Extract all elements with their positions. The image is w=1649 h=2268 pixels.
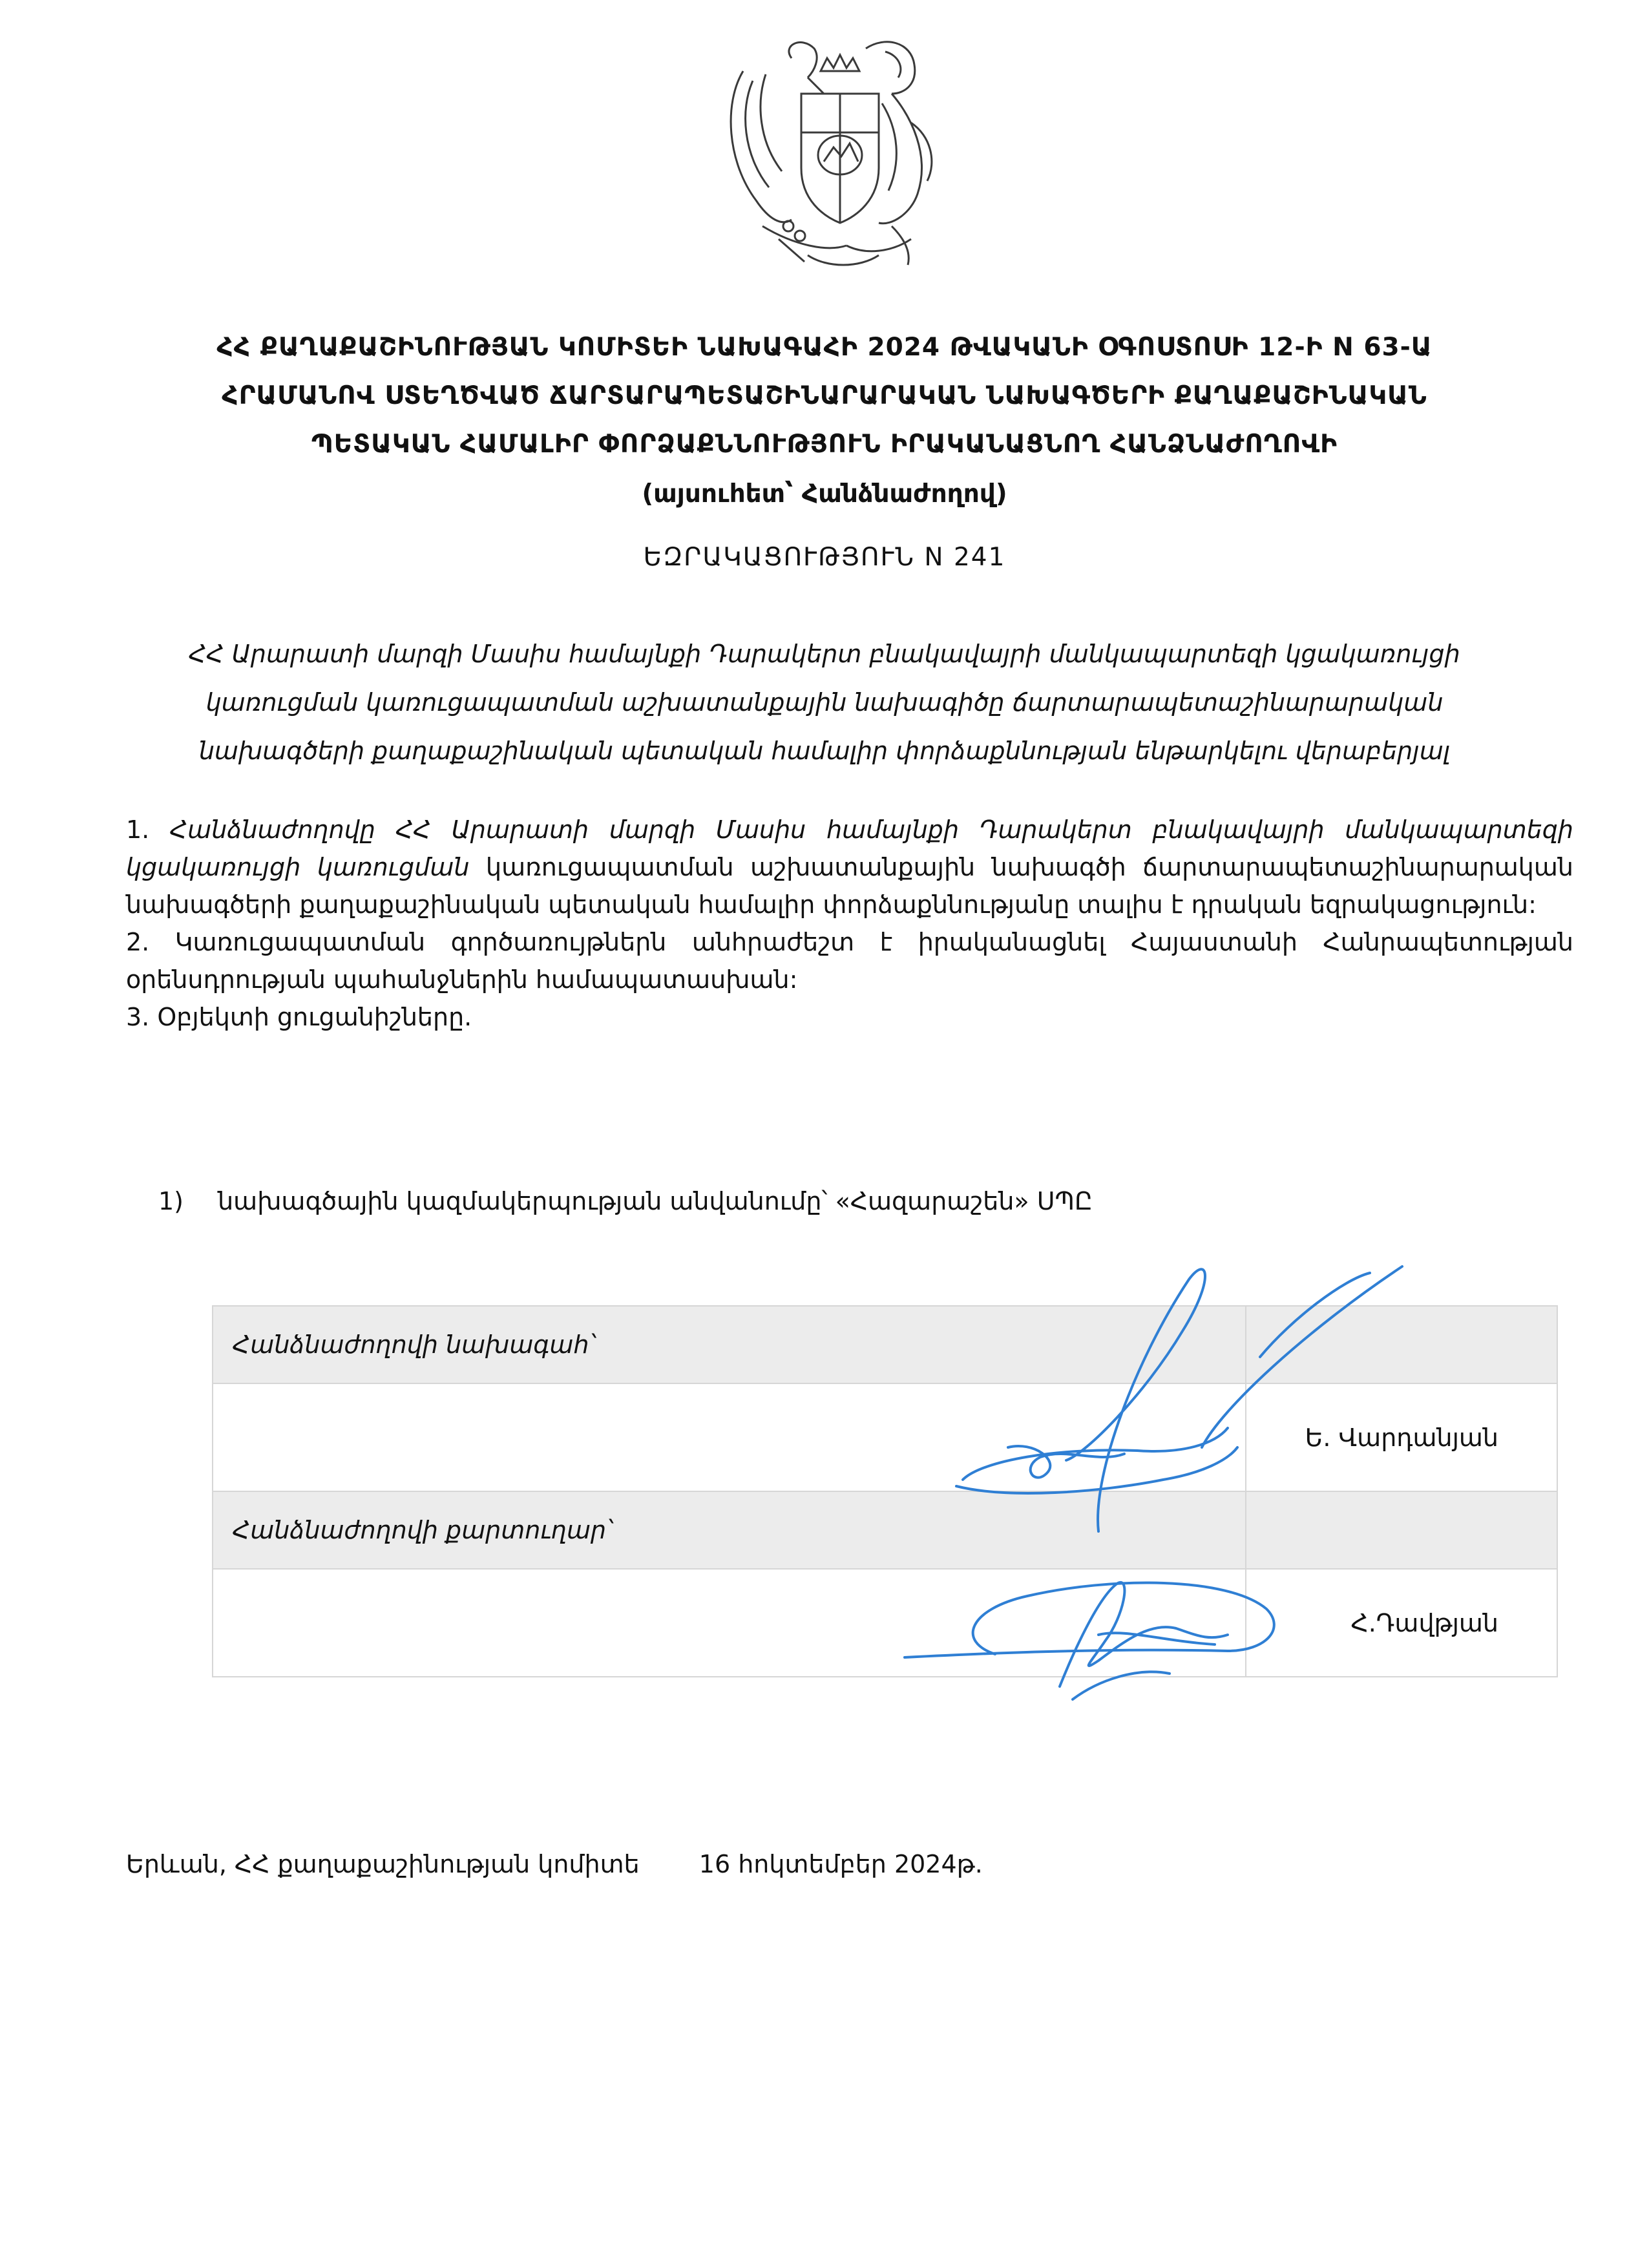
paragraph-1-text: կառուցապատման աշխատանքային նախագծի ճարտարապետաշինարարական նախագծերի քաղաքաշինական պետական համալիր փորձաքննությանը տալիս է դրական եզրակացություն: xyxy=(126,853,1573,919)
header-line: ՊԵՏԱԿԱՆ ՀԱՄԱԼԻՐ ՓՈՐՁԱՔՆՆՈՒԹՅՈՒՆ ԻՐԱԿԱՆԱՑՆՈՂ ՀԱՆՁՆԱԺՈՂՈՎԻ xyxy=(311,430,1338,459)
document-body xyxy=(126,811,1573,1036)
document-header xyxy=(103,323,1546,468)
paragraph-1 xyxy=(126,811,1573,923)
footer-date: 16 հոկտեմբեր 2024թ. xyxy=(698,1850,983,1878)
conclusion-number: ԵԶՐԱԿԱՑՈՒԹՅՈՒՆ N 241 xyxy=(643,543,1006,572)
paragraph-3: 3. Օբյեկտի ցուցանիշները. xyxy=(126,1003,472,1031)
document-footer xyxy=(126,1845,983,1884)
header-line: ՀՐԱՄԱՆՈՎ ՍՏԵՂԾՎԱԾ ՃԱՐՏԱՐԱՊԵՏԱՇԻՆԱՐԱՐԱԿԱՆ ՆԱԽԱԳԾԵՐԻ ՔԱՂԱՔԱՇԻՆԱԿԱՆ xyxy=(222,381,1427,410)
signature-table-cell xyxy=(1246,1306,1557,1383)
paragraph-1-object: ՀՀ Արարատի մարզի Մասիս համայնքի Դարակերտ բնակավայրի մանկապարտեզի կցակառույցի կառուցման xyxy=(126,815,1573,881)
coat-of-arms-emblem xyxy=(717,32,950,281)
chair-name: Ե. Վարդանյան xyxy=(1246,1383,1557,1491)
paragraph-2: 2. Կառուցապատման գործառույթներն անհրաժեշտ է իրականացնել Հայաստանի Հանրապետության օրենսդրության պահանջներին համապատասխան: xyxy=(126,928,1573,994)
subject-line: ՀՀ Արարատի մարզի Մասիս համայնքի Դարակերտ բնակավայրի մանկապարտեզի կցակառույցի xyxy=(189,640,1460,668)
indicator-item-1 xyxy=(158,1182,1515,1220)
header-line: ՀՀ ՔԱՂԱՔԱՇԻՆՈՒԹՅԱՆ ԿՈՄԻՏԵԻ ՆԱԽԱԳԱՀԻ 2024 ԹՎԱԿԱՆԻ ՕԳՈՍՏՈՍԻ 12-Ի N 63-Ա xyxy=(216,333,1433,362)
subject-line: նախագծերի քաղաքաշինական պետական համալիր փորձաքննության ենթարկելու վերաբերյալ xyxy=(198,737,1451,765)
paragraph-1-number: 1. xyxy=(126,815,150,844)
secretary-name: Հ.Դավթյան xyxy=(1246,1569,1557,1677)
subject-line: կառուցման կառուցապատման աշխատանքային նախագիծը ճարտարապետաշինարարական xyxy=(205,688,1444,717)
footer-place: Երևան, ՀՀ քաղաքաշինության կոմիտե xyxy=(126,1850,640,1878)
indicator-item-number: 1) xyxy=(158,1187,184,1215)
signature-table xyxy=(212,1305,1558,1677)
signature-table-cell xyxy=(213,1569,1246,1677)
signature-table-cell xyxy=(213,1383,1246,1491)
paragraph-1-subject: Հանձնաժողովը xyxy=(169,815,375,844)
committee-abbreviation: (այսուհետ՝ Հանձնաժողով) xyxy=(642,479,1007,509)
signature-table-cell xyxy=(1246,1491,1557,1569)
secretary-label: Հանձնաժողովի քարտուղար՝ xyxy=(213,1491,1246,1569)
document-subject xyxy=(103,630,1546,775)
indicator-item-text: նախագծային կազմակերպության անվանումը՝ «Հազարաշեն» ՍՊԸ xyxy=(218,1187,1093,1215)
chair-label: Հանձնաժողովի նախագահ՝ xyxy=(213,1306,1246,1383)
